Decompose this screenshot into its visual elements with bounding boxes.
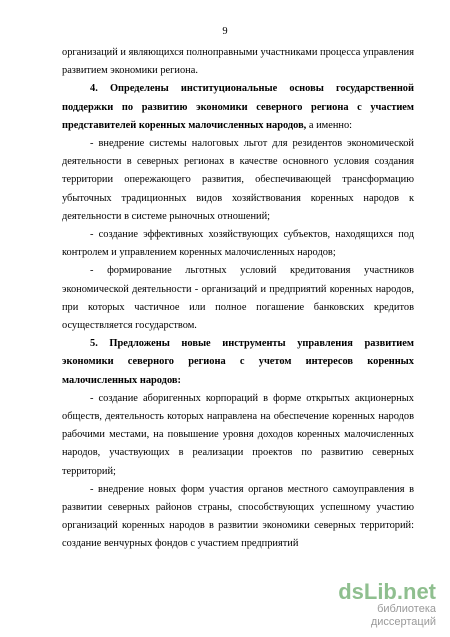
watermark-subtitle: библиотека диссертаций [370,603,436,628]
watermark [318,581,436,629]
paragraph-3-text: - внедрение системы налоговых льгот для резидентов экономической деятельности в северных регионах в качестве основного условия создания территории опережающего развития, обеспечивающей трансформацию убыточных традиционных видов хозяйствования коренных народов к деятельности в системе рыночных отношений; [62,138,414,222]
watermark-logo-dot: . [396,579,403,604]
paragraph-3 [62,135,414,226]
paragraph-5 [62,262,414,335]
paragraph-5-text: - формирование льготных условий кредитования участников экономической деятельности - организаций и предприятий коренных народов, при которых частичное или полное погашение банковских кредитов осуществляется государством. [62,265,414,332]
paragraph-7 [62,390,414,481]
document-body [62,44,414,554]
paragraph-6 [62,335,414,390]
paragraph-6-heading: 5. Предложены новые инструменты управления развитием экономики северного региона с учетом интересов коренных малочисленных народов: [62,338,414,386]
paragraph-4-text: - создание эффективных хозяйствующих субъектов, находящихся под контролем и управлением коренных малочисленных народов; [62,229,414,259]
paragraph-2 [62,80,414,135]
watermark-logo [318,581,436,603]
paragraph-1-text: организаций и являющихся полноправными участниками процесса управления развитием экономики региона. [62,47,414,77]
watermark-logo-lib: Lib [363,579,397,604]
paragraph-4 [62,226,414,262]
paragraph-7-text: - создание аборигенных корпораций в форме открытых акционерных обществ, деятельность которых направлена на обеспечение коренных народов рабочими местами, на повышение уровня доходов коренных малочисленных народов, участвующих в реализации проектов по развитию северных территорий; [62,392,414,477]
watermark-logo-ds: ds [338,579,364,604]
paragraph-2-heading: 4. Определены институциональные основы государственной поддержки по развитию экономики северного региона с участием представителей коренных малочисленных народов, [62,83,414,131]
paragraph-8-text: - внедрение новых форм участия органов местного самоуправления в развитии северных районов страны, способствующих успешному участию организаций коренных народов в развитии экономики северных территорий: создание венчурных фондов с участием предприятий [62,483,414,550]
paragraph-2-text: а именно: [306,119,353,131]
page-number: 9 [222,26,228,37]
paragraph-8 [62,481,414,554]
paragraph-1 [62,44,414,80]
watermark-logo-net: net [403,579,436,604]
